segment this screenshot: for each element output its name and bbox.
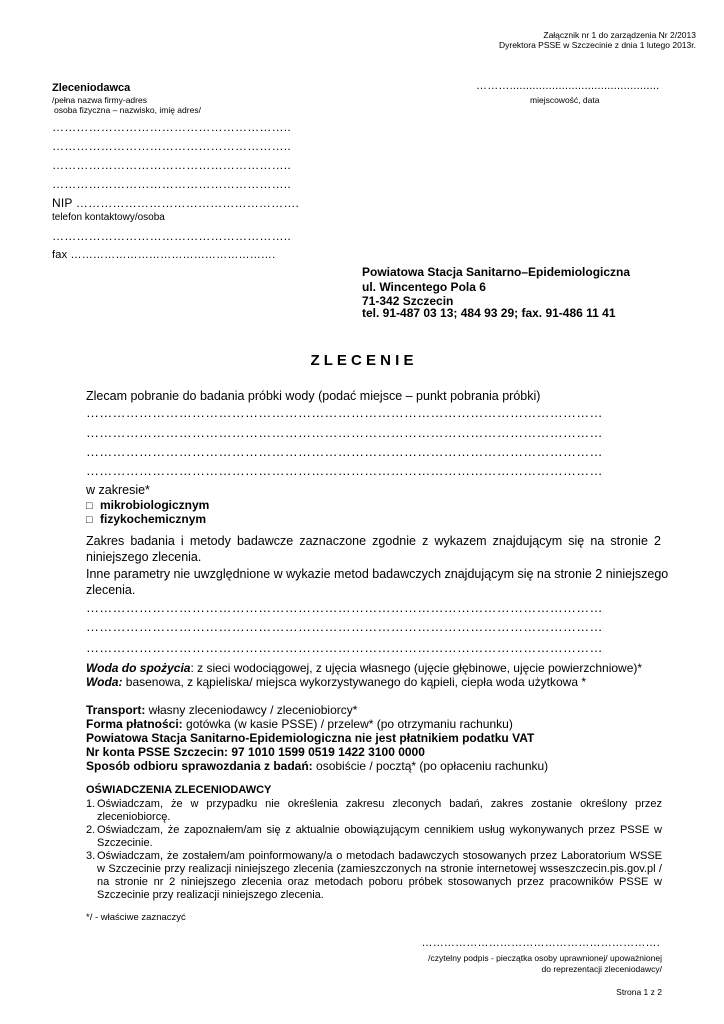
- recipient-phone: tel. 91-487 03 13; 484 93 29; fax. 91-486 11 41: [362, 306, 616, 320]
- scope-description: Zakres badania i metody badawcze zaznaczone zgodnie z wykazem znajdującym się na stronie 2 niniejszego zlecenia.: [86, 534, 661, 564]
- nip-field[interactable]: NIP ……………………………………………….: [52, 196, 300, 210]
- client-hint-person: osoba fizyczna – nazwisko, imię adres/: [54, 105, 201, 115]
- sample-place-line-4[interactable]: ………………………………………………………………………………………………………: [86, 463, 603, 478]
- checkbox-icon[interactable]: □: [86, 500, 93, 512]
- other-water-text: basenowa, z kąpieliska/ miejsca wykorzystywanego do kąpieli, ciepła woda użytkowa *: [122, 675, 587, 689]
- place-date-label: miejscowość, data: [530, 95, 600, 105]
- other-params-line-2[interactable]: ………………………………………………………………………………………………………: [86, 619, 603, 634]
- declaration-item: [86, 824, 662, 850]
- checkbox-icon[interactable]: □: [86, 514, 93, 526]
- declaration-text: Oświadczam, że w przypadku nie określenia zakresu zleconych badań, zakres zostanie określony przez zleceniobiorcę.: [97, 798, 662, 823]
- option-physicochemical-label: fizykochemicznym: [100, 512, 207, 526]
- payment-label: Forma płatności:: [86, 717, 183, 731]
- drinking-water-text: : z sieci wodociągowej, z ujęcia własnego (ujęcie głębinowe, ujęcie powierzchniowe)*: [190, 661, 643, 675]
- sample-place-line-3[interactable]: ………………………………………………………………………………………………………: [86, 444, 603, 459]
- other-water-label: Woda:: [86, 675, 123, 689]
- client-title: Zleceniodawca: [52, 82, 131, 94]
- fax-field[interactable]: fax ……………………………………………….: [52, 249, 276, 261]
- recipient-city: 71-342 Szczecin: [362, 294, 454, 308]
- sample-place-line-2[interactable]: ………………………………………………………………………………………………………: [86, 425, 603, 440]
- phone-hint: telefon kontaktowy/osoba: [52, 212, 165, 223]
- signature-label-line1: /czytelny podpis - pieczątka osoby uprawnionej/ upoważnionej: [428, 953, 662, 963]
- other-params-line-3[interactable]: ………………………………………………………………………………………………………: [86, 640, 603, 655]
- client-hint-company: /pełna nazwa firmy-adres: [52, 95, 147, 105]
- report-delivery-label: Sposób odbioru sprawozdania z badań:: [86, 759, 313, 773]
- client-field-line-4[interactable]: …………………………………………………..: [52, 177, 291, 191]
- report-delivery-row: [86, 759, 548, 773]
- declarations-title: OŚWIADCZENIA ZLECENIODAWCY: [86, 784, 272, 796]
- transport-row: [86, 703, 357, 717]
- drinking-water-label: Woda do spożycia: [86, 661, 191, 675]
- sample-place-line-1[interactable]: ………………………………………………………………………………………………………: [86, 405, 603, 420]
- declaration-text: Oświadczam, że zapoznałem/am się z aktualnie obowiązującym cennikiem usług wykonywanych przez PSSE w Szczecinie.: [97, 824, 662, 849]
- declaration-item: [86, 798, 662, 824]
- declaration-number: 3.: [86, 850, 96, 862]
- other-water-row: [86, 675, 586, 689]
- order-intro: Zlecam pobranie do badania próbki wody (podać miejsce – punkt pobrania próbki): [86, 389, 541, 403]
- payment-text: gotówka (w kasie PSSE) / przelew* (po otrzymaniu rachunku): [182, 717, 513, 731]
- phone-field[interactable]: …………………………………………………..: [52, 229, 291, 243]
- option-physicochemical[interactable]: [86, 512, 206, 527]
- declaration-number: 1.: [86, 798, 96, 810]
- recipient-street: ul. Wincentego Pola 6: [362, 280, 486, 294]
- signature-field[interactable]: ……………………………………………………….: [421, 937, 660, 949]
- place-date-field[interactable]: ………..............................................: [476, 80, 660, 92]
- declaration-text: Oświadczam, że zostałem/am poinformowany/a o metodach badawczych stosowanych przez Laboratorium WSSE w Szczecinie przy realizacji niniejszego zlecenia (zamieszczonych na stronie internetowej wsseszczecin.pis.gov.pl / na stronie nr 2 niniejszego zlecenia oraz metodach poboru próbek stosowanych przez pracowników PSSE w Szczecinie przy realizacji niniejszego zlecenia.: [97, 850, 662, 901]
- client-field-line-2[interactable]: …………………………………………………..: [52, 139, 291, 153]
- payment-row: [86, 717, 513, 731]
- page-number: Strona 1 z 2: [616, 987, 662, 997]
- transport-label: Transport:: [86, 703, 146, 717]
- bank-account: Nr konta PSSE Szczecin: 97 1010 1599 0519 1422 3100 0000: [86, 745, 425, 759]
- declaration-item: [86, 850, 662, 902]
- document-title: Z L E C E N I E: [310, 352, 414, 369]
- client-field-line-1[interactable]: …………………………………………………..: [52, 120, 291, 134]
- scope-label: w zakresie*: [86, 483, 150, 497]
- attachment-note-line2: Dyrektora PSSE w Szczecinie z dnia 1 lutego 2013r.: [498, 40, 696, 50]
- option-microbiological[interactable]: [86, 498, 209, 513]
- recipient-name: Powiatowa Stacja Sanitarno–Epidemiologiczna: [362, 265, 631, 279]
- other-params-line-1[interactable]: ………………………………………………………………………………………………………: [86, 600, 603, 615]
- drinking-water-row: [86, 661, 642, 675]
- client-field-line-3[interactable]: …………………………………………………..: [52, 158, 291, 172]
- other-parameters-note: Inne parametry nie uwzględnione w wykazie metod badawczych znajdującym się na stronie 2 niniejszego zlecenia.: [86, 567, 669, 597]
- vat-note: Powiatowa Stacja Sanitarno-Epidemiologiczna nie jest płatnikiem podatku VAT: [86, 731, 535, 745]
- signature-label-line2: do reprezentacji zleceniodawcy/: [541, 964, 662, 974]
- footnote: */ - właściwe zaznaczyć: [86, 912, 186, 923]
- attachment-note-line1: Załącznik nr 1 do zarządzenia Nr 2/2013: [543, 30, 696, 40]
- transport-text: własny zleceniodawcy / zleceniobiorcy*: [145, 703, 358, 717]
- declaration-number: 2.: [86, 824, 96, 836]
- report-delivery-text: osobiście / pocztą* (po opłaceniu rachunku): [312, 759, 549, 773]
- option-microbiological-label: mikrobiologicznym: [100, 498, 210, 512]
